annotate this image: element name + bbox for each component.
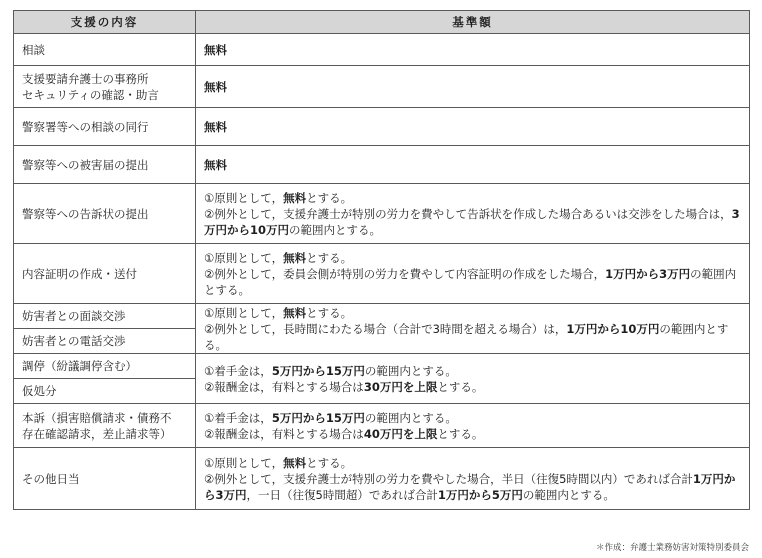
bold-text: 1万円から3万円 bbox=[204, 471, 736, 502]
text: とする。 bbox=[437, 426, 484, 441]
row-amount: 無料 bbox=[196, 146, 750, 184]
row-item-line: 支援要請弁護士の事務所 bbox=[22, 71, 149, 86]
text: ①原則として， bbox=[204, 250, 284, 265]
text: とする。 bbox=[306, 190, 353, 205]
text: とする。 bbox=[437, 379, 484, 394]
text: ②報酬金は，有料とする場合は bbox=[204, 426, 364, 441]
amount-line bbox=[204, 426, 741, 442]
text: とする。 bbox=[306, 250, 353, 265]
row-item: 内容証明の作成・送付 bbox=[14, 244, 196, 304]
amount-line bbox=[204, 321, 741, 353]
row-amount: 無料 bbox=[196, 34, 750, 66]
amount-line bbox=[204, 250, 741, 266]
text: ①原則として， bbox=[204, 190, 284, 205]
row-item: その他日当 bbox=[14, 448, 196, 510]
bold-text: 1万円から5万円 bbox=[437, 487, 523, 502]
table-row bbox=[14, 244, 750, 304]
text: の範囲内とする。 bbox=[204, 266, 737, 297]
row-item: 仮処分 bbox=[14, 379, 196, 404]
row-item: 相談 bbox=[14, 34, 196, 66]
row-amount bbox=[196, 184, 750, 244]
table-row bbox=[14, 34, 750, 66]
amount-line bbox=[204, 206, 741, 238]
row-amount bbox=[196, 244, 750, 304]
text: ②例外として，支援弁護士が特別の労力を費やして告訴状を作成した場合あるいは交渉をした場合は， bbox=[204, 206, 732, 221]
text: の範囲内とする。 bbox=[364, 410, 457, 425]
row-amount: 無料 bbox=[196, 66, 750, 108]
row-item: 警察等への告訴状の提出 bbox=[14, 184, 196, 244]
row-item-line: セキュリティの確認・助言 bbox=[22, 87, 159, 102]
row-amount bbox=[196, 304, 750, 354]
header-amount: 基準額 bbox=[196, 11, 750, 34]
bold-text: 無料 bbox=[283, 190, 307, 205]
text: の範囲内とする。 bbox=[289, 222, 382, 237]
amount-line bbox=[204, 305, 741, 321]
bold-text: 無料 bbox=[283, 250, 307, 265]
row-item bbox=[14, 66, 196, 108]
amount-line bbox=[204, 471, 741, 503]
row-item: 調停（紛議調停含む） bbox=[14, 354, 196, 379]
row-item: 警察署等への相談の同行 bbox=[14, 108, 196, 146]
fee-table bbox=[13, 10, 750, 510]
text: ②例外として，支援弁護士が特別の労力を費やした場合，半日（往復5時間以内）であれば合計 bbox=[204, 471, 693, 486]
text: ②報酬金は，有料とする場合は bbox=[204, 379, 364, 394]
table-row bbox=[14, 66, 750, 108]
text: ①着手金は， bbox=[204, 363, 272, 378]
bold-text: 5万円から15万円 bbox=[271, 363, 365, 378]
text: ②例外として，委員会側が特別の労力を費やして内容証明の作成をした場合， bbox=[204, 266, 606, 281]
row-amount: 無料 bbox=[196, 108, 750, 146]
header-content: 支援の内容 bbox=[14, 11, 196, 34]
table-row bbox=[14, 448, 750, 510]
bold-text: 1万円から10万円 bbox=[566, 321, 660, 336]
text: ①原則として， bbox=[204, 305, 284, 320]
table-row bbox=[14, 184, 750, 244]
text: とする。 bbox=[306, 305, 353, 320]
amount-line bbox=[204, 410, 741, 426]
amount-line bbox=[204, 190, 741, 206]
table-header-row bbox=[14, 11, 750, 34]
row-item: 妨害者との面談交渉 bbox=[14, 304, 196, 329]
bold-text: 1万円から3万円 bbox=[605, 266, 691, 281]
text: ，一日（往復5時間超）であれば合計 bbox=[246, 487, 438, 502]
table-row bbox=[14, 108, 750, 146]
table-row bbox=[14, 304, 750, 329]
bold-text: 40万円を上限 bbox=[363, 426, 438, 441]
text: ①原則として， bbox=[204, 455, 284, 470]
amount-line bbox=[204, 266, 741, 298]
bold-text: 無料 bbox=[283, 455, 307, 470]
row-item: 警察等への被害届の提出 bbox=[14, 146, 196, 184]
bold-text: 3万円から10万円 bbox=[204, 206, 740, 237]
row-item bbox=[14, 404, 196, 448]
row-item-line: 存在確認請求，差止請求等） bbox=[22, 426, 172, 441]
text: の範囲内とする。 bbox=[364, 363, 457, 378]
row-amount bbox=[196, 448, 750, 510]
row-amount bbox=[196, 404, 750, 448]
row-item: 妨害者との電話交渉 bbox=[14, 329, 196, 354]
text: の範囲内とする。 bbox=[204, 321, 729, 352]
amount-line bbox=[204, 379, 741, 395]
row-item-line: 本訴（損害賠償請求・債務不 bbox=[22, 410, 172, 425]
table-row bbox=[14, 354, 750, 379]
table-row bbox=[14, 404, 750, 448]
text: ②例外として，長時間にわたる場合（合計で3時間を超える場合）は， bbox=[204, 321, 567, 336]
bold-text: 30万円を上限 bbox=[363, 379, 438, 394]
text: ①着手金は， bbox=[204, 410, 272, 425]
footnote: ＊作成：弁護士業務妨害対策特別委員会 bbox=[595, 543, 749, 553]
bold-text: 無料 bbox=[283, 305, 307, 320]
text: とする。 bbox=[306, 455, 353, 470]
table-row bbox=[14, 146, 750, 184]
text: の範囲内とする。 bbox=[522, 487, 615, 502]
amount-line bbox=[204, 363, 741, 379]
row-amount bbox=[196, 354, 750, 404]
amount-line bbox=[204, 455, 741, 471]
bold-text: 5万円から15万円 bbox=[271, 410, 365, 425]
